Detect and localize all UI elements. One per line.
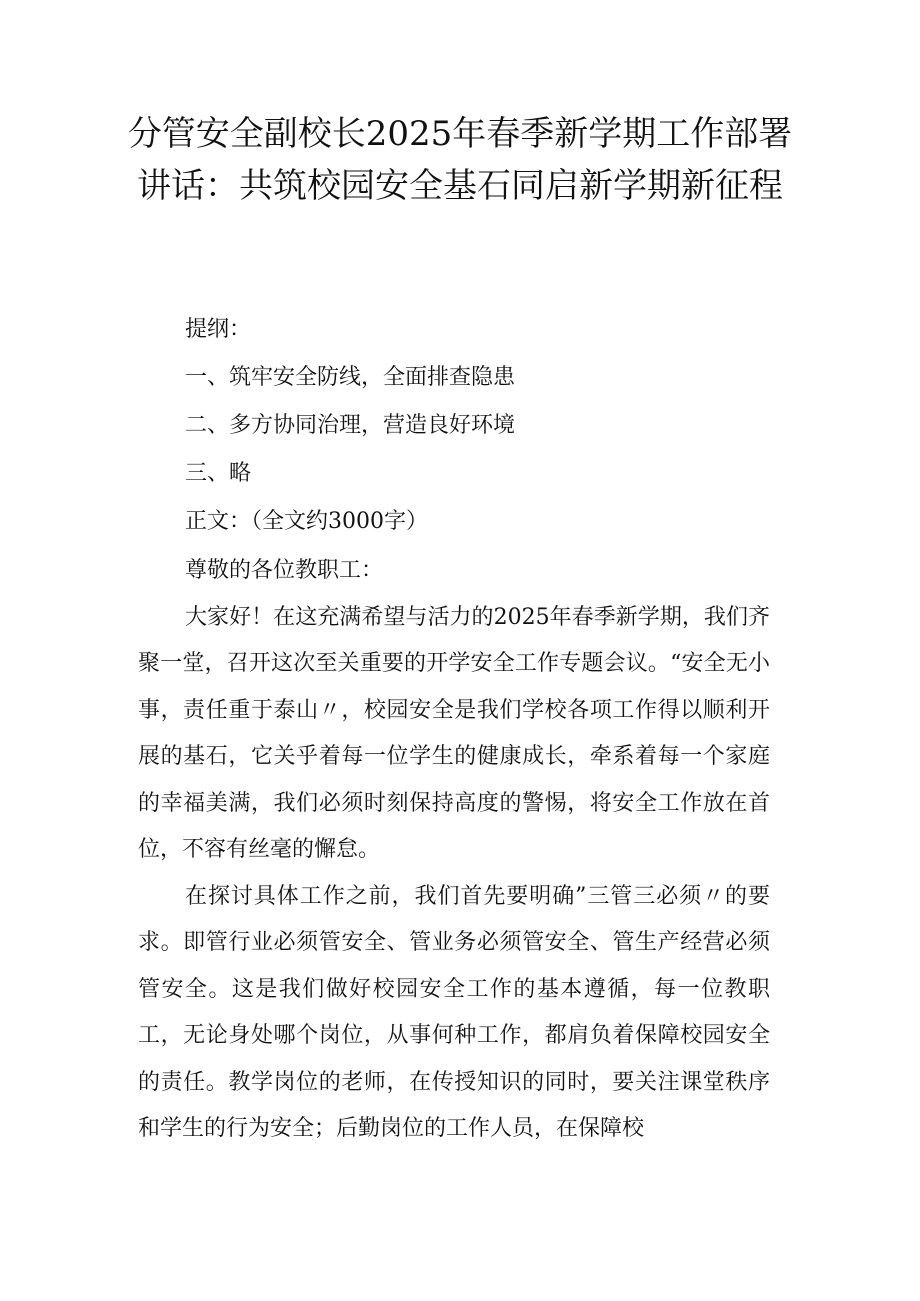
paragraph-2: 在探讨具体工作之前，我们首先要明确”三管三必须〃的要求。即管行业必须管安全、管业务必须管安全、管生产经营必须管安全。这是我们做好校园安全工作的基本遵循，每一位教职工，无论身处哪个岗位，从事何种工作，都肩负着保障校园安全的责任。教学岗位的老师，在传授知识的同时，要关注课堂秩序和学生的行为安全；后勤岗位的工作人员，在保障校 [138, 883, 770, 1141]
document-title: 分管安全副校长2025年春季新学期工作部署讲话：共筑校园安全基石同启新学期新征程 [127, 114, 793, 206]
body-label: 正文：（全文约3000字） [185, 509, 428, 534]
salutation: 尊敬的各位教职工： [185, 558, 384, 583]
outline-item-3: 三、略 [185, 461, 252, 486]
body-section [138, 548, 770, 1153]
outline-label: 提纲： [185, 317, 252, 342]
outline-item-2: 二、多方协同治理，营造良好环境 [185, 413, 516, 438]
paragraph-1: 大家好！在这充满希望与活力的2025年春季新学期，我们齐聚一堂，召开这次至关重要的开学安全工作专题会议。“安全无小事，责任重于泰山〃，校园安全是我们学校各项工作得以顺利开展的基石，它关乎着每一位学生的健康成长，牵系着每一个家庭的幸福美满，我们必须时刻保持高度的警惕，将安全工作放在首位，不容有丝毫的懈怠。 [138, 604, 770, 862]
outline-section [185, 306, 785, 546]
outline-item-1: 一、筑牢安全防线，全面排查隐患 [185, 365, 516, 390]
